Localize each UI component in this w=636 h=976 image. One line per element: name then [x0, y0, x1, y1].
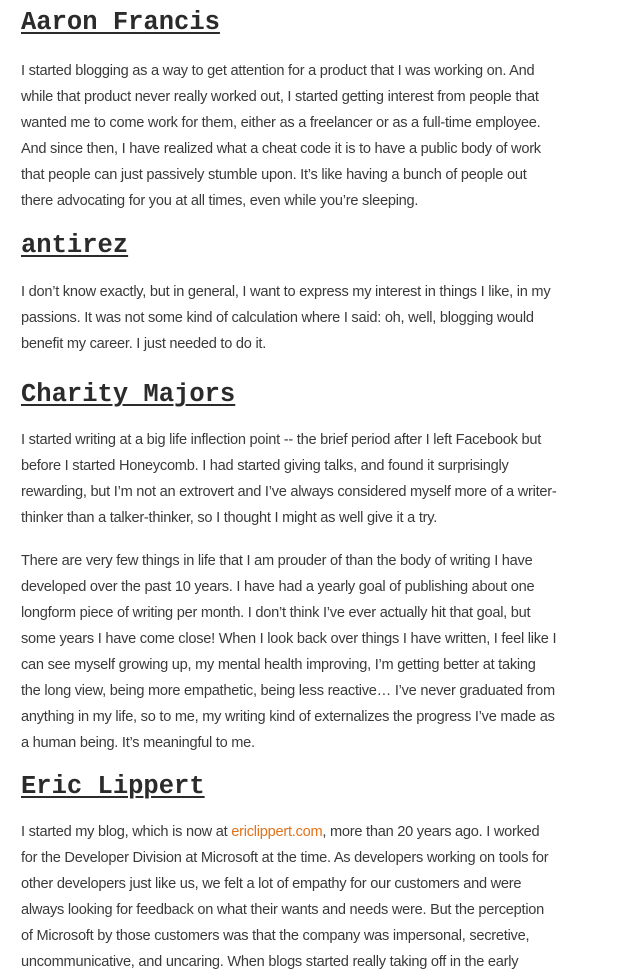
text: I started my blog, which is now at: [21, 824, 232, 840]
text-line: uncommunicative, and uncaring. When blogs started really taking off in the early: [21, 954, 519, 970]
text-line: always looking for feedback on what their wants and needs were. But the perception: [21, 902, 545, 918]
text-line: for the Developer Division at Microsoft at the time. As developers working on tools for: [21, 850, 549, 866]
text-line: that people can just passively stumble upon. It’s like having a bunch of people out: [21, 167, 527, 183]
text-line: anything in my life, so to me, my writing kind of externalizes the progress I’ve made as: [21, 709, 555, 725]
text-line: while that product never really worked out, I started getting interest from people that: [21, 89, 539, 105]
author-heading: antirez: [21, 231, 129, 260]
text-line: of Microsoft by those customers was that the company was impersonal, secretive,: [21, 928, 530, 944]
text-line: benefit my career. I just needed to do it.: [21, 336, 267, 352]
text-line: I started blogging as a way to get attention for a product that I was working on. And: [21, 63, 535, 79]
text-line: And since then, I have realized what a cheat code it is to have a public body of work: [21, 141, 541, 157]
text-line: longform piece of writing per month. I don’t think I’ve ever actually hit that goal, but: [21, 605, 531, 621]
section-eric-lippert: [21, 772, 626, 975]
text-line: other developers just like us, we felt a lot of empathy for our customers and were: [21, 876, 522, 892]
text-line: passions. It was not some kind of calculation where I said: oh, well, blogging would: [21, 310, 534, 326]
paragraph: [21, 58, 626, 214]
paragraph: [21, 819, 626, 975]
section-charity-majors: [21, 380, 626, 756]
text-line: There are very few things in life that I am prouder of than the body of writing I have: [21, 553, 533, 569]
text-line: a human being. It’s meaningful to me.: [21, 735, 255, 751]
text-line: [21, 819, 626, 845]
paragraph: [21, 279, 626, 357]
text-line: can see myself growing up, my mental health improving, I’m getting better at taking: [21, 657, 536, 673]
section-aaron-francis: [21, 8, 626, 214]
text-line: some years I have come close! When I look back over things I have written, I feel like I: [21, 631, 557, 647]
paragraph: [21, 548, 626, 756]
text-line: I don’t know exactly, but in general, I want to express my interest in things I like, in my: [21, 284, 551, 300]
text-line: I started writing at a big life inflection point -- the brief period after I left Facebook but: [21, 432, 541, 448]
author-heading: Eric Lippert: [21, 772, 205, 801]
section-antirez: [21, 231, 626, 357]
text-line: developed over the past 10 years. I have had a yearly goal of publishing about one: [21, 579, 535, 595]
text: , more than 20 years ago. I worked: [322, 824, 540, 840]
author-heading: Aaron Francis: [21, 8, 220, 37]
text-line: there advocating for you at all times, even while you’re sleeping.: [21, 193, 419, 209]
text-line: thinker than a talker-thinker, so I thought I might as well give it a try.: [21, 510, 438, 526]
author-heading: Charity Majors: [21, 380, 236, 409]
ericlippert-link[interactable]: ericlippert.com: [231, 824, 323, 840]
text-line: rewarding, but I’m not an extrovert and I’ve always considered myself more of a writer-: [21, 484, 557, 500]
paragraph: [21, 427, 626, 531]
text-line: before I started Honeycomb. I had started giving talks, and found it surprisingly: [21, 458, 509, 474]
text-line: wanted me to come work for them, either as a freelancer or as a full-time employee.: [21, 115, 541, 131]
text-line: the long view, being more empathetic, being less reactive… I’ve never graduated from: [21, 683, 555, 699]
